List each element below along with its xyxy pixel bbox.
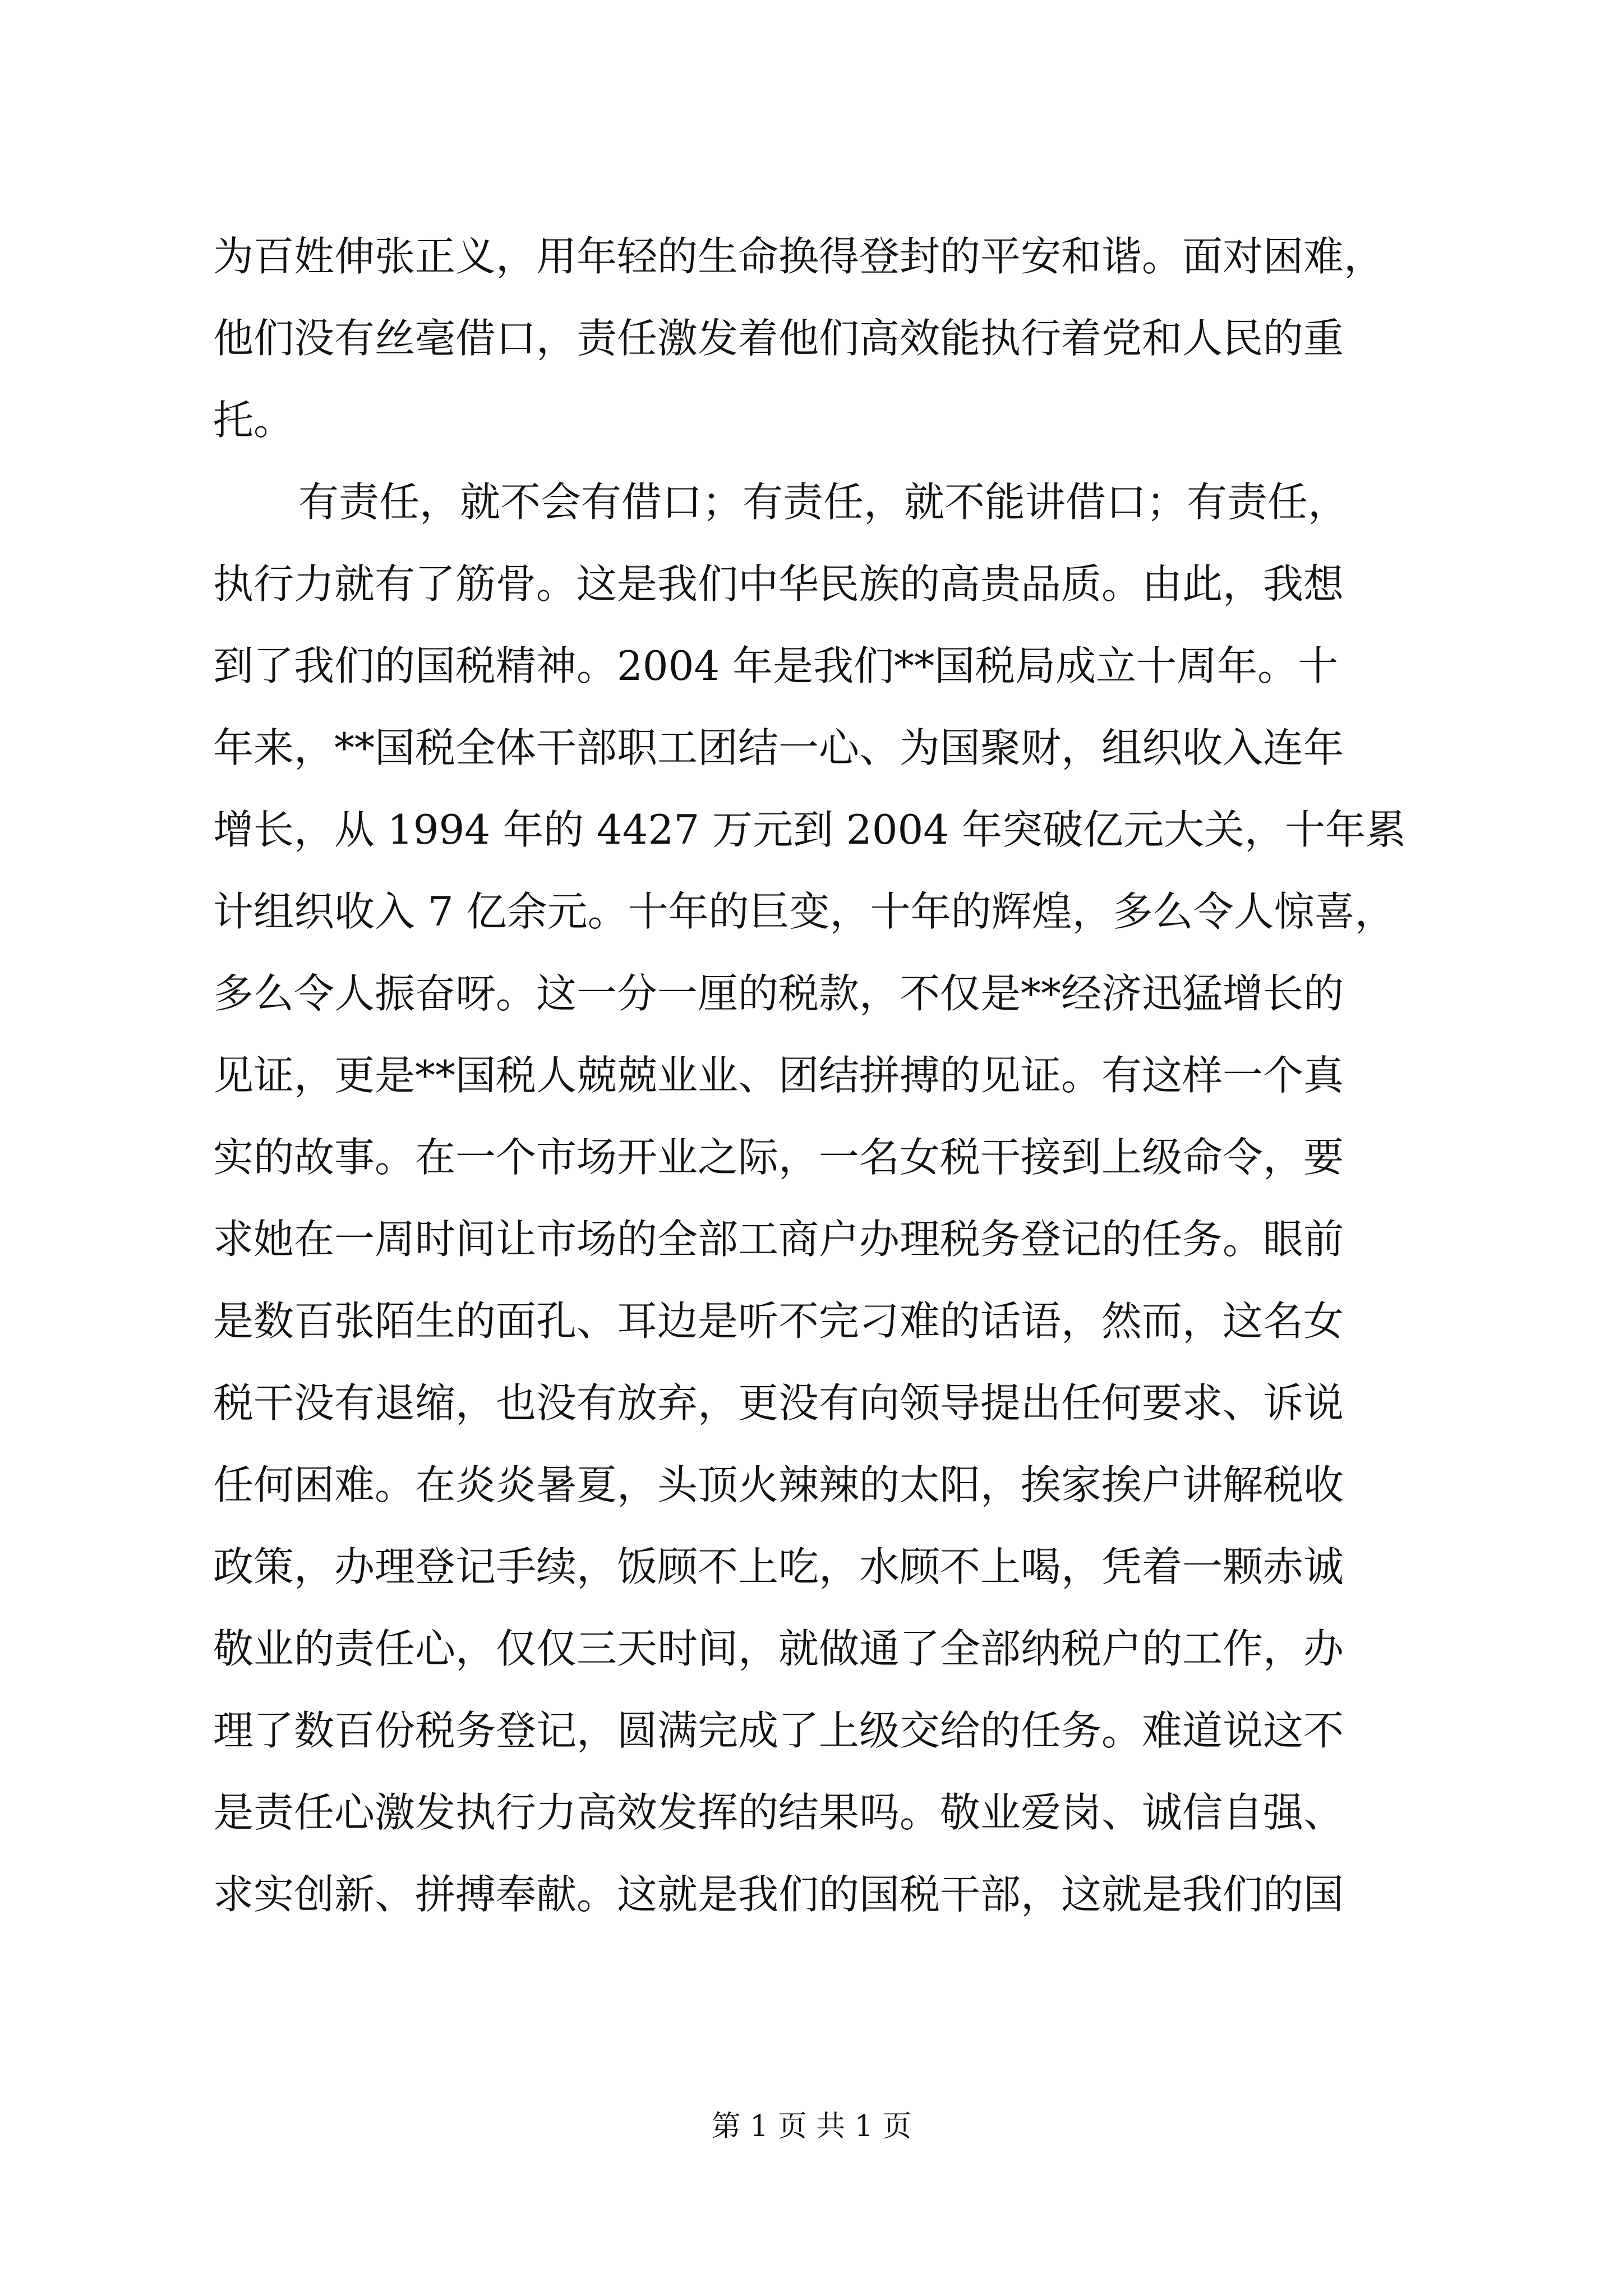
text-line: 求实创新、拼搏奉献。这就是我们的国税干部，这就是我们的国	[213, 1871, 1344, 1918]
paragraph-first-line: 有责任，就不会有借口；有责任，就不能讲借口；有责任，	[298, 478, 1349, 526]
text-line: 见证，更是**国税人兢兢业业、团结拼搏的见证。有这样一个真	[213, 1052, 1344, 1099]
text-line: 实的故事。在一个市场开业之际，一名女税干接到上级命令，要	[213, 1134, 1344, 1181]
page-footer: 第 1 页 共 1 页	[711, 2110, 912, 2143]
text-line: 年来，**国税全体干部职工团结一心、为国聚财，组织收入连年	[213, 724, 1344, 771]
body-text	[213, 215, 1430, 1935]
text-line: 计组织收入 7 亿余元。十年的巨变，十年的辉煌，多么令人惊喜，	[213, 888, 1395, 935]
text-line: 为百姓伸张正义，用年轻的生命换得登封的平安和谐。面对困难，	[213, 233, 1385, 280]
text-line: 到了我们的国税精神。2004 年是我们**国税局成立十周年。十	[213, 642, 1339, 689]
text-line: 税干没有退缩，也没有放弃，更没有向领导提出任何要求、诉说	[213, 1379, 1344, 1427]
text-line: 政策，办理登记手续，饭顾不上吃，水顾不上喝，凭着一颗赤诚	[213, 1543, 1344, 1590]
text-line: 多么令人振奋呀。这一分一厘的税款，不仅是**经济迅猛增长的	[213, 970, 1344, 1017]
text-line: 任何困难。在炎炎暑夏，头顶火辣辣的太阳，挨家挨户讲解税收	[213, 1461, 1344, 1508]
text-line: 执行力就有了筋骨。这是我们中华民族的高贵品质。由此，我想	[213, 560, 1344, 608]
text-line: 托。	[213, 397, 294, 444]
text-line: 求她在一周时间让市场的全部工商户办理税务登记的任务。眼前	[213, 1216, 1344, 1263]
text-line: 敬业的责任心，仅仅三天时间，就做通了全部纳税户的工作，办	[213, 1625, 1344, 1672]
text-line: 理了数百份税务登记，圆满完成了上级交给的任务。难道说这不	[213, 1707, 1344, 1754]
text-line: 是责任心激发执行力高效发挥的结果吗。敬业爱岗、诚信自强、	[213, 1789, 1344, 1836]
text-line: 他们没有丝毫借口，责任激发着他们高效能执行着党和人民的重	[213, 315, 1344, 362]
text-line: 是数百张陌生的面孔、耳边是听不完刁难的话语，然而，这名女	[213, 1297, 1344, 1345]
text-line: 增长，从 1994 年的 4427 万元到 2004 年突破亿元大关，十年累	[213, 806, 1407, 853]
